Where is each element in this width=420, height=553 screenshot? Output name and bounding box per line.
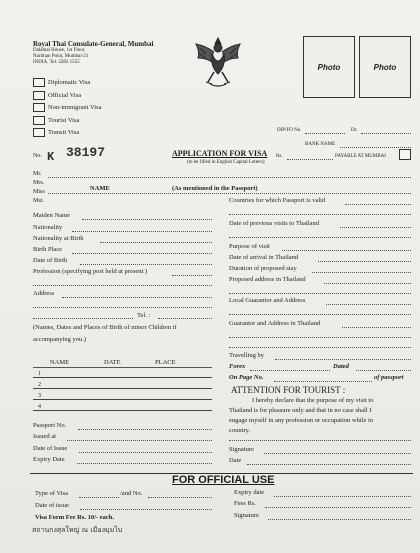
date-of-birth-label: Date of Birth [33,257,68,264]
thai-consulate-text: สถานกงสุลใหญ่ ณ เมืองมุมไบ [32,526,123,534]
date-label: Date [229,457,242,464]
nationality-label: Nationality [33,224,63,231]
title-mrs: Mrs. [33,180,45,186]
passport-no-label: Passport No. [33,422,67,429]
photo-box-1[interactable] [303,36,355,98]
birth-place-field[interactable] [72,253,212,254]
profession-label: Profession (specifying post held at present ) [33,268,148,275]
name-line-2[interactable] [48,193,411,194]
date-of-issue-field[interactable] [79,452,212,453]
official-signature-field[interactable] [268,519,411,520]
photo-label: Photo [317,62,341,72]
dt-label: Dt. [351,128,358,133]
photo-label: Photo [373,62,397,72]
non-immigrant-visa-label: Non-immigrant Visa [48,104,102,111]
previous-visits-field-2[interactable] [229,237,411,238]
page-no-label: On Page No. [229,374,264,381]
forex-field[interactable] [250,370,330,371]
previous-visits-field-1[interactable] [340,227,411,228]
type-of-visa-label: Type of Visa [35,490,68,497]
issued-at-label: Issued at [33,433,56,440]
name-line-1[interactable] [48,177,411,178]
of-passport-label: of passport [374,374,404,381]
countries-valid-label: Countries for which Passport is valid [229,197,326,204]
passport-no-field[interactable] [78,429,212,430]
attention-line-1: I hereby declare that the purpose of my visit to [252,397,374,404]
tel-field[interactable] [158,318,212,319]
profession-field-1[interactable] [172,275,212,276]
birth-place-label: Birth Place [33,246,63,253]
address-field-2[interactable] [33,307,212,308]
proposed-address-field-2[interactable] [229,293,411,294]
minor-row-number: 1 [38,371,41,377]
diplomatic-visa-label: Diplomatic Visa [48,79,91,86]
payable-label: PAYABLE AT MUMBAI [335,154,386,159]
official-visa-checkbox[interactable] [33,91,45,100]
date-of-issue-official-label: Date of issue [35,502,69,509]
minor-row-line[interactable] [33,377,212,378]
consulate-address-line-3: INDIA. Tel. 2282 1555 [33,60,80,65]
official-use-heading: FOR OFFICIAL USE [172,474,275,486]
expiry-date-field[interactable] [77,463,212,464]
name-label: NAME [90,185,110,192]
forex-label: Forex [229,363,246,370]
form-title: APPLICATION FOR VISA [172,149,268,158]
transit-visa-checkbox[interactable] [33,128,45,137]
non-immigrant-visa-checkbox[interactable] [33,103,45,112]
date-of-issue-official-field[interactable] [80,509,212,510]
consulate-address-line-2: Nariman Point, Mumbai-21 [33,54,89,59]
title-mst: Mst. [33,198,44,204]
photo-box-2[interactable] [359,36,411,98]
minor-children-note-2: accompanying you.) [33,336,87,343]
dt-line[interactable] [361,133,411,134]
nationality-at-birth-label: Nationality at Birth [33,235,84,242]
official-signature-label: Signature [234,512,259,519]
date-of-birth-field[interactable] [80,264,212,265]
serial-prefix: No. [33,153,42,159]
title-mr: Mr. [33,171,42,177]
local-guarantor-field-1[interactable] [326,304,411,305]
visa-no-field[interactable] [148,497,212,498]
attention-line-4: country. [229,427,251,434]
visa-no-label: /and No. [120,490,143,497]
serial-letter: K [47,150,55,164]
tourist-visa-checkbox[interactable] [33,116,45,125]
address-label: Address [33,290,55,297]
purpose-label: Purpose of visit [229,243,270,250]
proposed-address-field-1[interactable] [324,283,411,284]
title-miss: Miss [33,189,45,195]
guarantor-thailand-field-3[interactable] [229,347,411,348]
arrival-date-label: Date of arrival in Thailand [229,254,299,261]
minor-children-note-1: (Names, Dates and Places of Birth of minor Children if [33,324,177,331]
dipfo-line[interactable] [305,133,345,134]
serial-number: 38197 [66,145,106,160]
maiden-name-field[interactable] [82,219,212,220]
diplomatic-visa-checkbox[interactable] [33,78,45,87]
travelling-by-field[interactable] [275,359,411,360]
travelling-by-label: Travelling by [229,352,264,359]
bank-name-line[interactable] [340,147,411,148]
page-no-field[interactable] [274,381,372,382]
garuda-emblem-icon [192,34,244,90]
fees-label: Fees Rs. [234,500,257,507]
type-of-visa-field[interactable] [79,497,119,498]
col-header-place: PLACE [155,359,176,366]
attention-line-2: Thailand is for pleasure only and that in no case shall I [229,407,372,414]
issued-at-field[interactable] [67,440,212,441]
nationality-at-birth-field[interactable] [100,242,212,243]
consulate-address-line-1: Dalamal House, 1st Floor, [33,48,86,53]
duration-label: Duration of proposed stay [229,265,297,272]
form-fee-note: Visa Form Fee Rs. 10/- each. [35,514,115,521]
profession-field-2[interactable] [33,285,212,286]
countries-valid-field-1[interactable] [345,204,411,205]
payable-checkbox[interactable] [399,149,411,160]
attention-line-3: engage myself in any profession or occupation while in [229,417,374,424]
official-visa-label: Official Visa [48,92,82,99]
tel-label: Tel. : [137,312,151,319]
minor-row-line[interactable] [33,388,212,389]
transit-visa-label: Transit Visa [48,129,80,136]
rs-label: Rs. [276,154,283,159]
col-header-date: DATE [104,359,121,366]
tourist-visa-label: Tourist Visa [48,117,80,124]
consulate-name: Royal Thai Consulate-General, Mumbai [33,40,154,48]
expiry-date-official-label: Expiry date [234,489,265,496]
guarantor-thailand-label: Guarantor and Address in Thailand [229,320,321,327]
minor-row-number: 4 [38,404,41,410]
table-header-underline [33,367,212,368]
arrival-date-field[interactable] [318,261,411,262]
date-of-issue-label: Date of Issue [33,445,68,452]
expiry-date-official-field[interactable] [274,496,411,497]
countries-valid-field-2[interactable] [229,214,411,215]
expiry-date-label: Expiry Date [33,456,65,463]
dated-label: Dated [333,363,349,370]
rs-line[interactable] [287,159,333,160]
signature-field[interactable] [264,453,411,454]
bank-name-label: BANK NAME [305,142,336,147]
maiden-name-label: Maiden Name [33,212,71,219]
purpose-field[interactable] [282,250,411,251]
minor-row-number: 2 [38,382,41,388]
duration-field[interactable] [312,272,411,273]
passport-note: (As mentioned in the Passport) [172,185,258,192]
date-field[interactable] [247,464,411,465]
proposed-address-label: Proposed address in Thailand [229,276,306,283]
attention-heading: ATTENTION FOR TOURIST : [231,385,346,395]
guarantor-thailand-field-1[interactable] [342,327,411,328]
address-field-3[interactable] [33,318,133,319]
minor-row-line[interactable] [33,399,212,400]
dated-field[interactable] [356,370,411,371]
dipfo-label: DIP/FO No. [277,128,302,133]
local-guarantor-field-2[interactable] [229,314,411,315]
address-field-1[interactable] [62,297,212,298]
previous-visits-label: Date of previous visits to Thailand [229,220,319,227]
minor-row-number: 3 [38,393,41,399]
minor-row-line[interactable] [33,410,212,411]
form-subtitle: (to be filled in English Capital Letters) [187,160,265,165]
local-guarantor-label: Local Guarantor and Address [229,297,306,304]
fees-field[interactable] [265,507,411,508]
attention-blank-line[interactable] [229,440,411,441]
guarantor-thailand-field-2[interactable] [229,337,411,338]
col-header-name: NAME [50,359,70,366]
signature-label: Signature [229,446,254,453]
nationality-field[interactable] [72,231,212,232]
